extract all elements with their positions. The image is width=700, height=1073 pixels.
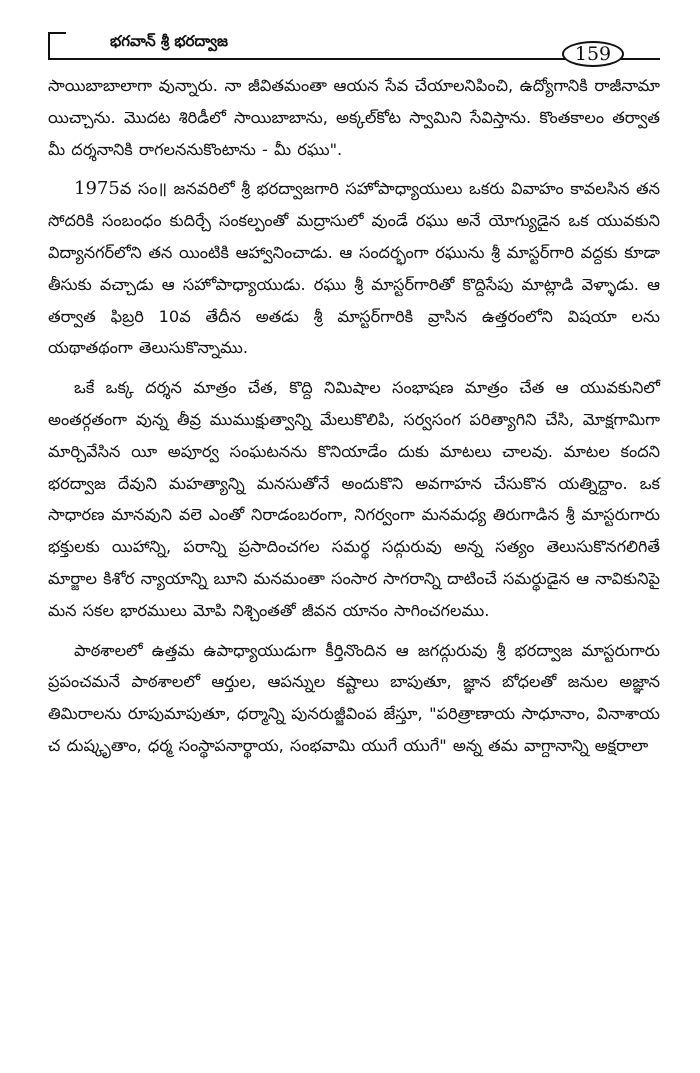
paragraph-4	[48, 635, 660, 762]
header-corner-rule	[48, 32, 66, 60]
paragraph-4-text: పాఠశాలలో ఉత్తమ ఉపాధ్యాయుడుగా కీర్తినొందిన ఆ జగద్గురువు శ్రీ భరద్వాజ మాస్టరుగారు ప్రపంచమనే పాఠశాలలో ఆర్తుల, ఆపన్నుల కష్టాలు బాపుతూ, జ్ఞాన బోధలతో జనుల అజ్ఞాన తిమిరాలను రూపుమాపుతూ, ధర్మాన్ని పునరుజ్జీవింప జేస్తూ, "పరిత్రాణాయ సాధూనాం, వినాశాయ చ దుష్కృతాం, ధర్మ సంస్థాపనార్థాయ, సంభవామి యుగే యుగే" అన్న తమ వాగ్దానాన్ని అక్షరాలా	[48, 640, 660, 755]
running-title: భగవాన్ శ్రీ భరద్వాజ	[110, 32, 228, 50]
paragraph-2-year: 1975	[74, 178, 120, 200]
paragraph-1	[48, 70, 660, 165]
body-text	[48, 70, 660, 762]
paragraph-1-text: సాయిబాబాలాగా వున్నారు. నా జీవితమంతా ఆయన సేవ చేయాలనిపించి, ఉద్యోగానికి రాజీనామా యిచ్చాను. మొదట శిరిడీలో సాయిబాబాను, అక్కల్‌కోట స్వామిని సేవిస్తాను. కొంతకాలం తర్వాత మీ దర్శనానికి రాగలననుకొంటాను - మీ రఘు".	[48, 76, 660, 159]
paragraph-3	[48, 372, 660, 626]
page-number: 159	[562, 41, 624, 67]
paragraph-2	[48, 173, 660, 364]
running-header	[48, 30, 660, 65]
paragraph-2-text: వ సం॥ జనవరిలో శ్రీ భరద్వాజగారి సహోపాధ్యాయులు ఒకరు వివాహం కావలసిన తన సోదరికి సంబంధం కుదిర్చే సంకల్పంతో మద్రాసులో వుండే రఘు అనే యోగ్యుడైన ఒక యువకుని విద్యానగర్‌లోని తన యింటికి ఆహ్వానించాడు. ఆ సందర్భంగా రఘును శ్రీ మాస్టర్‌గారి వద్దకు కూడా తీసుకు వచ్చాడు ఆ సహోపాధ్యాయుడు. రఘు శ్రీ మాస్టర్‌గారితో కొద్దిసేపు మాట్లాడి వెళ్ళాడు. ఆ తర్వాత ఫిబ్రరి 10వ తేదీన అతడు శ్రీ మాస్టర్‌గారికి వ్రాసిన ఉత్తరంలోని విషయా లను యథాతథంగా తెలుసుకొన్నాము.	[48, 179, 660, 358]
paragraph-3-text: ఒకే ఒక్క దర్శన మాత్రం చేత, కొద్ది నిమిషాల సంభాషణ మాత్రం చేత ఆ యువకునిలో అంతర్గతంగా వున్న తీవ్ర ముముక్షుత్వాన్ని మేలుకొలిపి, సర్వసంగ పరిత్యాగిని చేసి, మోక్షగామిగా మార్చివేసిన యీ అపూర్వ సంఘటనను కొనియాడేం దుకు మాటలు చాలవు. మాటల కందని భరద్వాజ దేవుని మహత్యాన్ని మనసుతోనే అందుకొని అవగాహన చేసుకొన యత్నిద్దాం. ఒక సాధారణ మానవుని వలె ఎంతో నిరాడంబరంగా, నిగర్వంగా మనమధ్య తిరుగాడిన శ్రీ మాస్టరుగారు భక్తులకు యిహాన్ని, పరాన్ని ప్రసాదించగల సమర్థ సద్గురువు అన్న సత్యం తెలుసుకొనగలిగితే మార్జాల కిశోర న్యాయాన్ని బూని మనమంతా సంసార సాగరాన్ని దాటించే సమర్థుడైన ఆ నావికునిపై మన సకల భారములు మోపి నిశ్చింతతో జీవన యానం సాగించగలము.	[48, 378, 660, 620]
book-page	[48, 30, 660, 762]
